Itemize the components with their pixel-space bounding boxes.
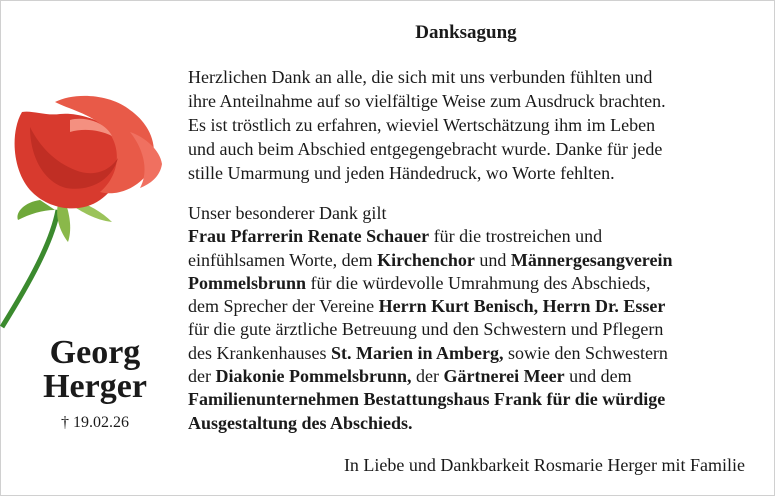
thanks-bold: Gärtnerei Meer [443, 366, 565, 387]
thanks-bold: Herrn Kurt Benisch, Herrn Dr. Esser [378, 296, 666, 317]
death-date: † 19.02.26 [61, 414, 129, 431]
thanks-line [188, 249, 763, 272]
rose-sepal [57, 204, 70, 242]
intro-line: ihre Anteilnahme auf so vielfältige Weise zum Ausdruck brachten. [188, 91, 666, 111]
thanks-bold: Familienunternehmen Bestattungshaus Frank für die würdige [188, 389, 666, 410]
thanks-text: und [474, 249, 511, 270]
intro-line: und auch beim Abschied entgegengebracht wurde. Danke für jede [188, 139, 663, 159]
thanks-line [188, 412, 763, 435]
thanks-line [188, 365, 763, 388]
thanks-text: für die trostreichen und [429, 226, 603, 247]
thanks-line [188, 225, 763, 248]
thanks-bold: Kirchenchor [377, 249, 475, 270]
thanks-text: Unser besonderer Dank gilt [188, 203, 387, 223]
thanks-line [188, 388, 763, 411]
intro-paragraph [188, 65, 758, 185]
thanks-text: des Krankenhauses [188, 342, 331, 363]
thanks-text: der [411, 366, 444, 387]
thanks-text: und dem [564, 366, 632, 387]
thanks-bold: Ausgestaltung des Abschieds. [188, 412, 413, 433]
thanks-bold: Diakonie Pommelsbrunn, [215, 366, 412, 387]
last-name: Herger [43, 368, 147, 405]
page-title: Danksagung [415, 22, 517, 43]
deceased-name [20, 336, 170, 404]
intro-line: Es ist tröstlich zu erfahren, wieviel Wertschätzung ihm im Leben [188, 115, 656, 135]
intro-line: Herzlichen Dank an alle, die sich mit uns verbunden fühlten und [188, 67, 653, 87]
rose-stem [2, 210, 58, 327]
thanks-bold: Männergesangverein [510, 249, 673, 270]
thanks-text: der [188, 366, 216, 387]
thanks-text: sowie den Schwestern [503, 342, 668, 363]
thanks-bold: St. Marien in Amberg, [330, 342, 504, 363]
thanks-line [188, 318, 763, 341]
thanks-line [188, 342, 763, 365]
thanks-line [188, 272, 763, 295]
closing-signature: In Liebe und Dankbarkeit Rosmarie Herger mit Familie [343, 455, 745, 475]
thanks-text: für die würdevolle Umrahmung des Abschieds, [306, 272, 651, 293]
intro-line: stille Umarmung und jeden Händedruck, wo Worte fehlten. [188, 163, 615, 183]
thanks-line [188, 202, 763, 225]
thanks-paragraph [188, 202, 763, 435]
thanks-bold: Frau Pfarrerin Renate Schauer [188, 226, 430, 247]
thanks-bold: Pommelsbrunn [188, 272, 307, 293]
thanks-text: dem Sprecher der Vereine [188, 296, 379, 317]
thanks-text: für die gute ärztliche Betreuung und den Schwestern und Pflegern [188, 319, 664, 340]
thanks-text: einfühlsamen Worte, dem [188, 249, 378, 270]
first-name: Georg [49, 334, 141, 371]
rose-image [0, 92, 175, 337]
thanks-line [188, 295, 763, 318]
